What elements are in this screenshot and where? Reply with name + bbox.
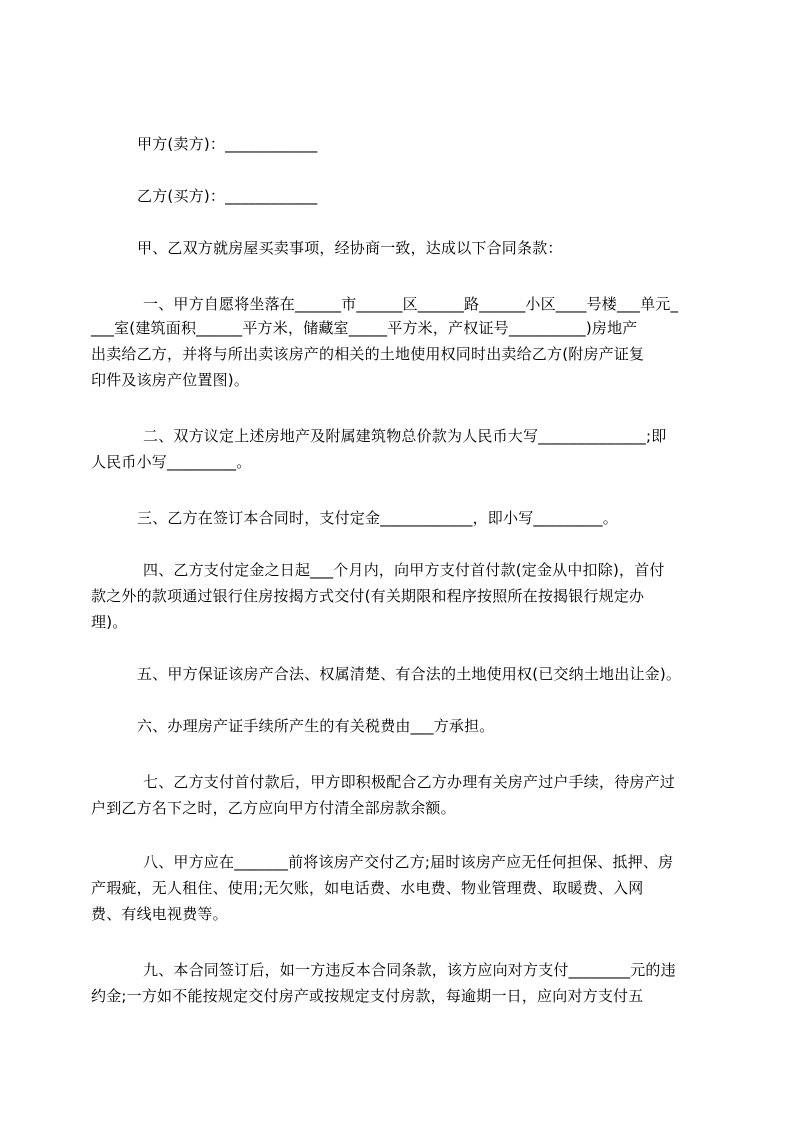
clause-7-line-2: 户到乙方名下之时，乙方应向甲方付清全部房款余额。 (91, 799, 456, 817)
clause-4-line-2: 款之外的款项通过银行住房按揭方式交付(有关期限和程序按照所在按揭银行规定办 (91, 587, 645, 605)
clause-9-line-1: 九、本合同签订后，如一方违反本合同条款，该方应向对方支付________元的违 (143, 961, 676, 979)
clause-1-line-4: 印件及该房产位置图)。 (91, 371, 250, 389)
clause-2-line-2: 人民币小写_________。 (91, 453, 252, 471)
clause-7-line-1: 七、乙方支付首付款后，甲方即积极配合乙方办理有关房产过户手续，待房产过 (143, 773, 676, 791)
clause-5-line-1: 五、甲方保证该房产合法、权属清楚、有合法的土地使用权(已交纳土地出让金)。 (137, 665, 682, 683)
clause-8-line-2: 产瑕疵，无人租住、使用;无欠账，如电话费、水电费、物业管理费、取暖费、入网 (91, 879, 644, 897)
clause-2-line-1: 二、双方议定上述房地产及附属建筑物总价款为人民币大写______________;即 (143, 427, 667, 445)
clause-4-line-3: 理)。 (91, 613, 128, 631)
clause-1-line-2: ___室(建筑面积______平方米，储藏室_____平方米，产权证号__________)房地产 (91, 319, 638, 337)
clause-8-line-3: 费、有线电视费等。 (91, 905, 228, 923)
intro-line: 甲、乙双方就房屋买卖事项，经协商一致，达成以下合同条款： (137, 239, 563, 257)
clause-8-line-1: 八、甲方应在_______前将该房产交付乙方;届时该房产应无任何担保、抵押、房 (143, 853, 674, 871)
clause-6-line-1: 六、办理房产证手续所产生的有关税费由___方承担。 (137, 717, 495, 735)
clause-4-line-1: 四、乙方支付定金之日起___个月内，向甲方支付首付款(定金从中扣除)，首付 (143, 561, 665, 579)
clause-1-line-3: 出卖给乙方，并将与所出卖该房产的相关的土地使用权同时出卖给乙方(附房产证复 (91, 345, 645, 363)
party-a-line: 甲方(卖方)：____________ (137, 135, 318, 153)
clause-9-line-2: 约金;一方如不能按规定交付房产或按规定支付房款，每逾期一日，应向对方支付五 (91, 987, 644, 1005)
clause-3-line-1: 三、乙方在签订本合同时，支付定金____________，即小写_________。 (137, 509, 618, 527)
party-b-line: 乙方(买方)：____________ (137, 187, 318, 205)
clause-1-line-1: 一、甲方自愿将坐落在______市______区______路______小区____号楼___单元_ (143, 295, 679, 313)
